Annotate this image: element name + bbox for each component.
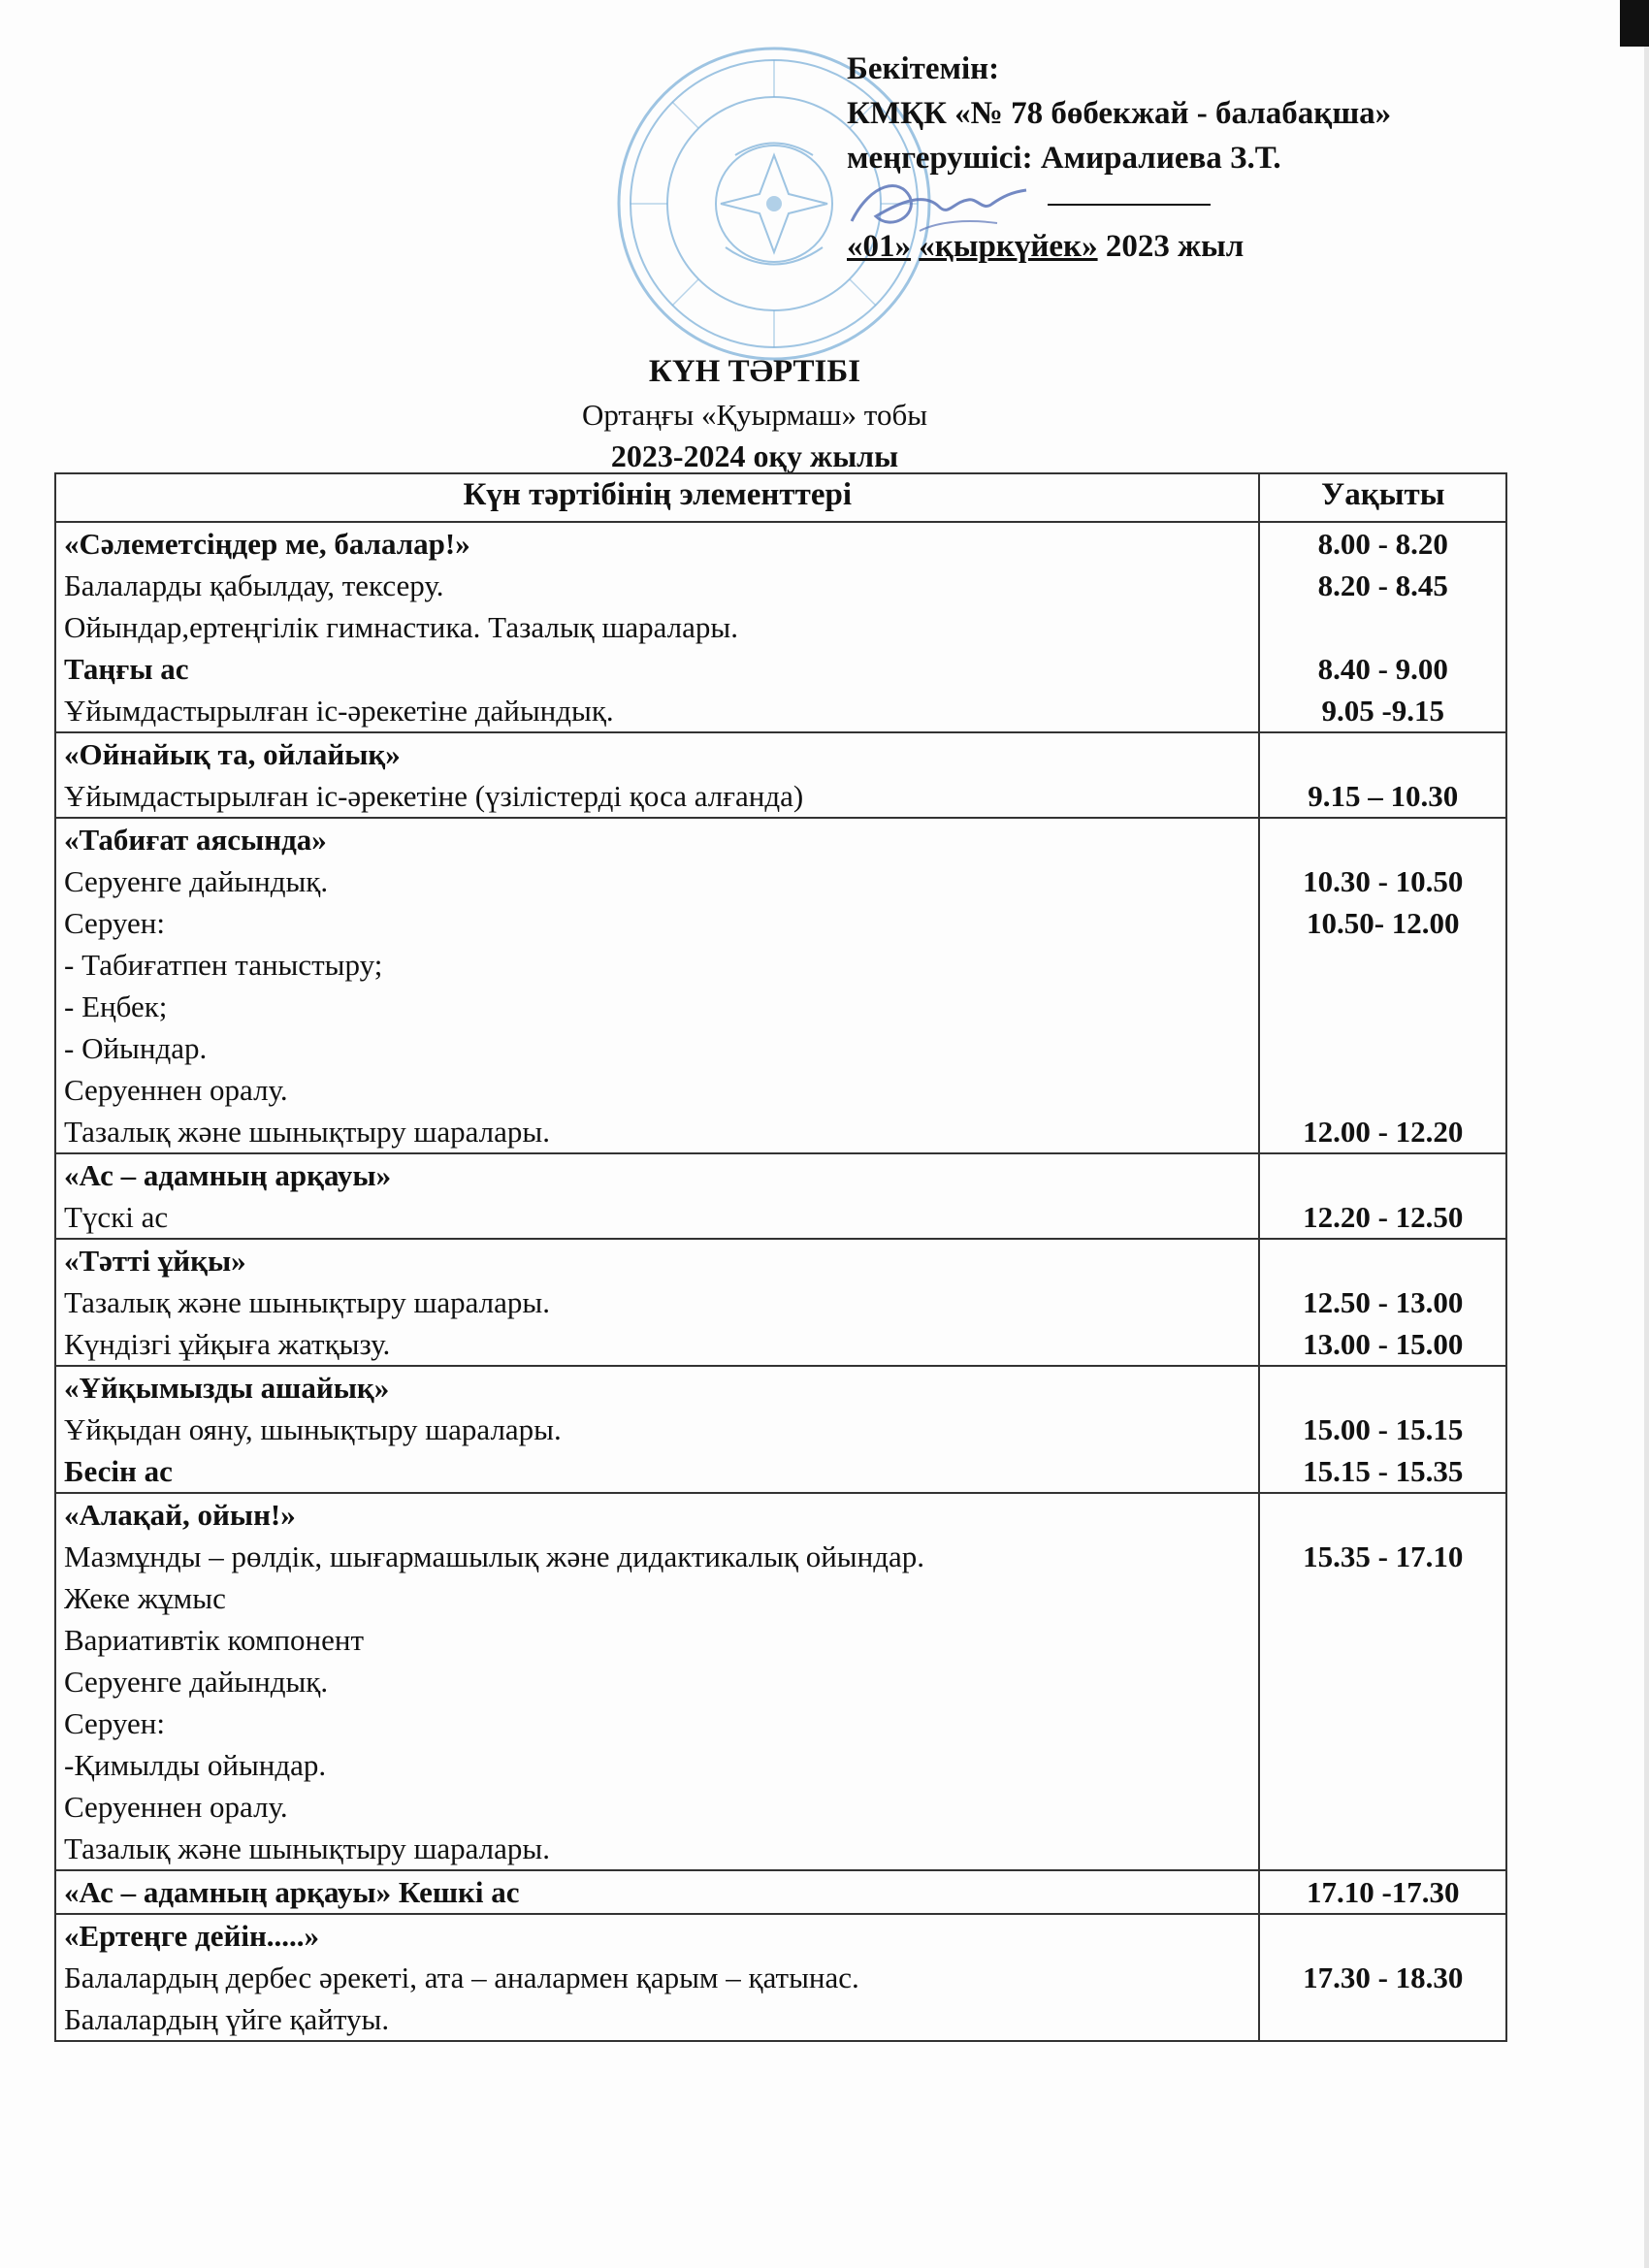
- group-name: Ортаңғы «Қуырмаш» тобы: [581, 398, 928, 432]
- approval-heading: Бекітемін:: [847, 51, 1000, 86]
- approval-head-name: меңгерушісі: Амиралиева З.Т.: [847, 141, 1281, 176]
- activity-block-name: «Тәтті ұйқы»: [64, 1244, 246, 1278]
- activity-item: Вариативтік компонент: [64, 1623, 365, 1657]
- activity-item: Түскі ас: [64, 1200, 169, 1234]
- time-range: 8.20 - 8.45: [1317, 568, 1448, 602]
- activity-item: Балалардың дербес әрекеті, ата – аналармен қарым – қатынас.: [64, 1960, 859, 1994]
- activity-item: Тазалық және шынықтыру шаралары.: [64, 1115, 550, 1149]
- activity-item: - Ойындар.: [64, 1031, 208, 1065]
- time-range: 8.00 - 8.20: [1317, 527, 1448, 561]
- time-range: 15.00 - 15.15: [1303, 1412, 1464, 1446]
- activity-item: Таңғы ас: [64, 652, 189, 686]
- activity-item: Ұйқыдан ояну, шынықтыру шаралары.: [64, 1412, 562, 1446]
- time-spacer: [1268, 1367, 1498, 1409]
- activity-item: Бесін ас: [64, 1454, 173, 1488]
- time-spacer: [1268, 1915, 1498, 1957]
- table-row: [55, 1870, 1506, 1914]
- activity-block-name: «Ұйқымызды ашайық»: [64, 1371, 390, 1405]
- time-spacer: [1268, 986, 1498, 1027]
- time-spacer: [1268, 1494, 1498, 1536]
- activity-item: Ұйымдастырылған іс-әрекетіне дайындық.: [64, 694, 614, 728]
- time-range: 9.05 -9.15: [1321, 694, 1445, 728]
- signature-line: [1048, 204, 1211, 206]
- activity-block-name: «Сәлеметсіңдер ме, балалар!»: [64, 527, 470, 561]
- column-header-time: Уақыты: [1259, 473, 1506, 522]
- table-header-row: [55, 473, 1506, 522]
- approval-date-month: «қыркүйек»: [919, 229, 1098, 264]
- table-row: [55, 818, 1506, 1153]
- activity-item: Серуеннен оралу.: [64, 1073, 288, 1107]
- time-spacer: [1268, 733, 1498, 775]
- time-range: 8.40 - 9.00: [1317, 652, 1448, 686]
- approval-date: [847, 224, 1391, 269]
- activity-block-name: «Ас – адамның арқауы»: [64, 1158, 392, 1192]
- time-spacer: [1268, 1027, 1498, 1069]
- table-row: [55, 1153, 1506, 1239]
- time-spacer: [1268, 606, 1498, 648]
- activity-item: Балалардың үйге қайтуы.: [64, 2002, 390, 2036]
- approval-organization: КМҚК «№ 78 бөбекжай - балабақша»: [847, 96, 1392, 131]
- column-header-elements: Күн тәртібінің элементтері: [55, 473, 1259, 522]
- page-title: КҮН ТӘРТІБІ: [648, 354, 861, 389]
- approval-block: [847, 47, 1391, 269]
- time-range: 15.15 - 15.35: [1303, 1454, 1464, 1488]
- activity-block-name: «Табиғат аясында»: [64, 823, 327, 857]
- time-spacer: [1268, 944, 1498, 986]
- time-range: 15.35 - 17.10: [1303, 1539, 1464, 1573]
- scan-edge-bar: [1620, 0, 1649, 47]
- activity-item: - Табиғатпен таныстыру;: [64, 948, 383, 982]
- table-row: [55, 1493, 1506, 1870]
- table-row: [55, 522, 1506, 732]
- activity-item: Ойындар,ертеңгілік гимнастика. Тазалық шаралары.: [64, 610, 738, 644]
- time-range: 12.00 - 12.20: [1303, 1115, 1464, 1149]
- table-row: [55, 732, 1506, 818]
- activity-item: Серуенге дайындық.: [64, 1665, 329, 1699]
- activity-item: Серуенге дайындық.: [64, 864, 329, 898]
- time-spacer: [1268, 1240, 1498, 1281]
- time-spacer: [1268, 1154, 1498, 1196]
- table-row: [55, 1914, 1506, 2041]
- time-range: 12.50 - 13.00: [1303, 1285, 1464, 1319]
- activity-item: - Еңбек;: [64, 989, 168, 1023]
- table-row: [55, 1239, 1506, 1366]
- activity-item: Балаларды қабылдау, тексеру.: [64, 568, 444, 602]
- schedule-table: [54, 472, 1507, 2042]
- activity-item: Жеке жұмыс: [64, 1581, 226, 1615]
- scan-edge-line: [1644, 47, 1649, 2268]
- activity-item: -Қимылды ойындар.: [64, 1748, 327, 1782]
- time-range: 10.30 - 10.50: [1303, 864, 1464, 898]
- activity-item: Тазалық және шынықтыру шаралары.: [64, 1831, 550, 1865]
- activity-item: Серуеннен оралу.: [64, 1790, 288, 1824]
- activity-block-name: «Ойнайық та, ойлайық»: [64, 737, 401, 771]
- activity-item: Серуен:: [64, 1706, 165, 1740]
- time-range: 17.30 - 18.30: [1303, 1960, 1464, 1994]
- time-range: 12.20 - 12.50: [1303, 1200, 1464, 1234]
- time-range: 13.00 - 15.00: [1303, 1327, 1464, 1361]
- activity-item: Ұйымдастырылған іс-әрекетіне (үзілістерді қоса алғанда): [64, 779, 804, 813]
- activity-block-name: «Ас – адамның арқауы» Кешкі ас: [64, 1875, 520, 1909]
- activity-item: Серуен:: [64, 906, 165, 940]
- activity-item: Мазмұнды – рөлдік, шығармашылық және дидактикалық ойындар.: [64, 1539, 925, 1573]
- table-row: [55, 1366, 1506, 1493]
- activity-item: Тазалық және шынықтыру шаралары.: [64, 1285, 550, 1319]
- academic-year: 2023-2024 оқу жылы: [610, 438, 899, 473]
- approval-date-year: 2023 жыл: [1105, 229, 1245, 264]
- time-range: 10.50- 12.00: [1306, 906, 1460, 940]
- time-range: 17.10 -17.30: [1306, 1875, 1460, 1909]
- activity-block-name: «Алақай, ойын!»: [64, 1498, 296, 1532]
- time-spacer: [1268, 1069, 1498, 1111]
- time-spacer: [1268, 819, 1498, 860]
- time-range: 9.15 – 10.30: [1308, 779, 1459, 813]
- activity-item: Күндізгі ұйқыға жатқызу.: [64, 1327, 391, 1361]
- approval-date-day: «01»: [847, 229, 911, 264]
- activity-block-name: «Ертеңге дейін.....»: [64, 1919, 320, 1953]
